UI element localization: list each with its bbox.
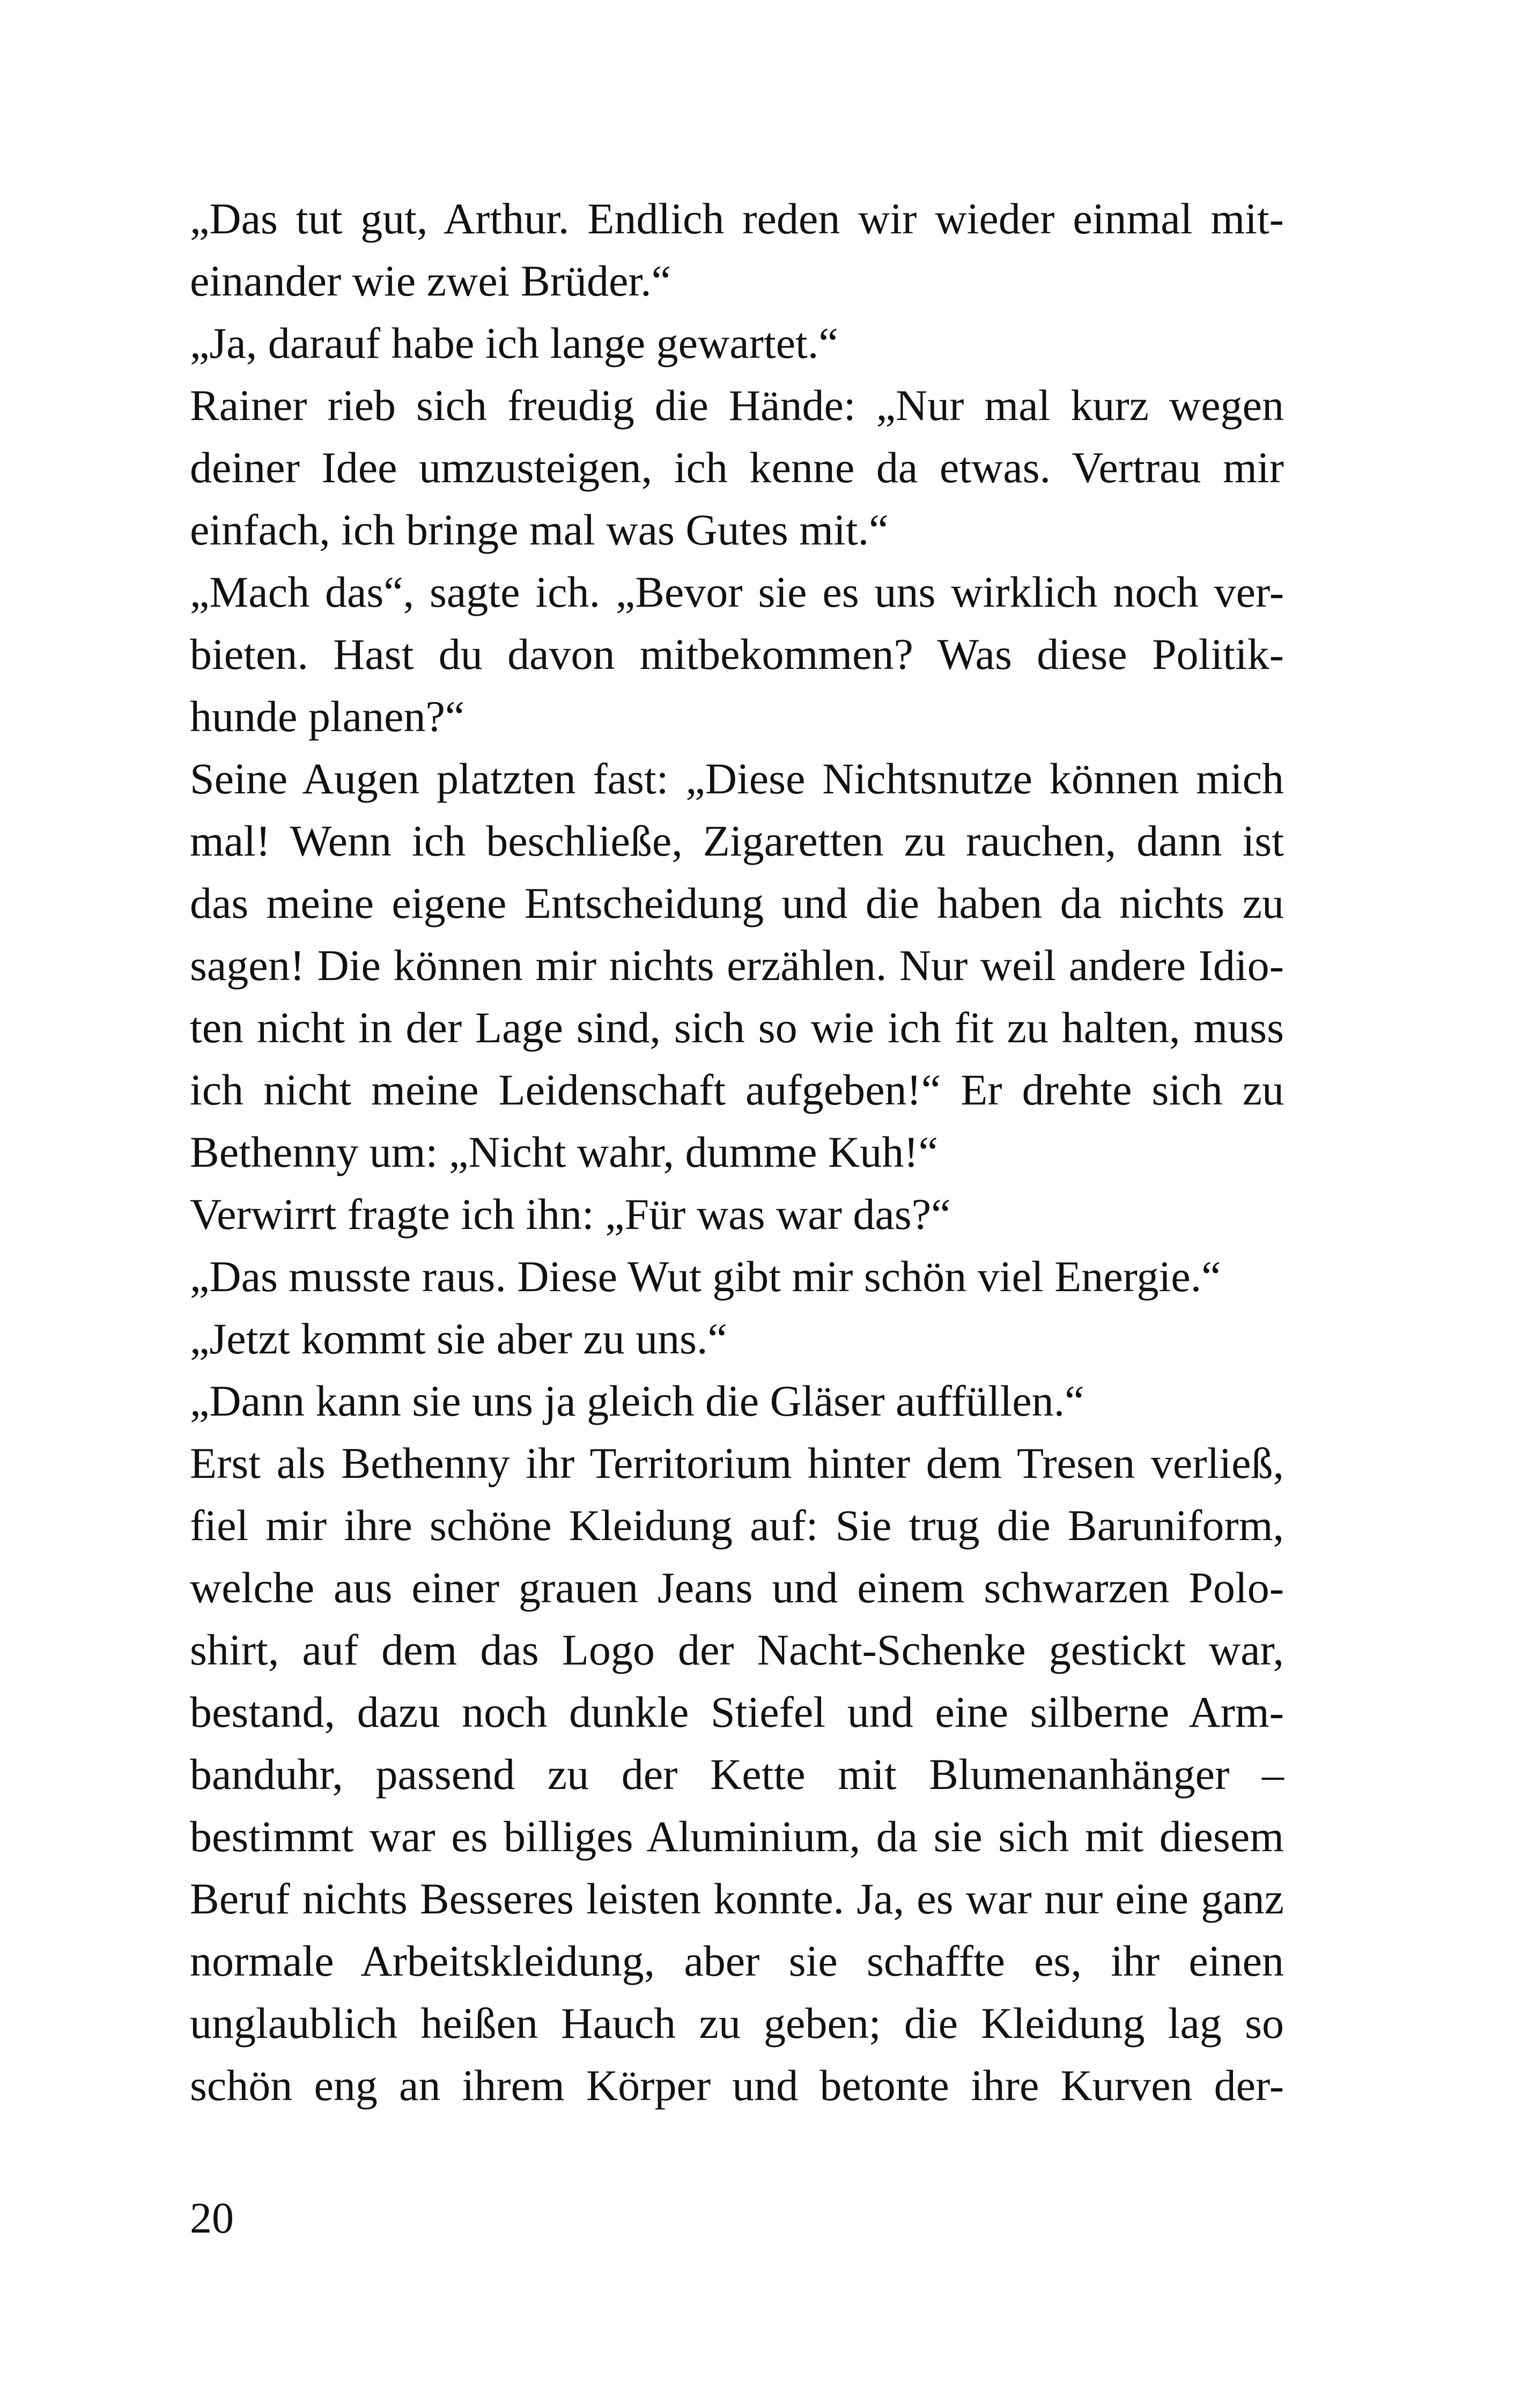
text-line: Verwirrt fragte ich ihn: „Für was war das?“: [190, 1190, 951, 1239]
text-line: banduhr, passend zu der Kette mit Blumenanhänger –: [190, 1750, 1284, 1799]
text-line: Seine Augen platzten fast: „Diese Nichtsnutze können mich: [190, 754, 1284, 803]
body-text: [190, 188, 1284, 2117]
text-line: schön eng an ihrem Körper und betonte ihre Kurven der-: [190, 2061, 1284, 2110]
text-line: einfach, ich bringe mal was Gutes mit.“: [190, 505, 889, 554]
text-line: Beruf nichts Besseres leisten konnte. Ja, es war nur eine ganz: [190, 1874, 1284, 1923]
text-line: normale Arbeitskleidung, aber sie schaffte es, ihr einen: [190, 1936, 1284, 1985]
text-line: Rainer rieb sich freudig die Hände: „Nur mal kurz wegen: [190, 381, 1284, 430]
text-line: bestand, dazu noch dunkle Stiefel und eine silberne Arm-: [190, 1688, 1284, 1736]
text-line: welche aus einer grauen Jeans und einem schwarzen Polo-: [190, 1563, 1284, 1612]
text-line: sagen! Die können mir nichts erzählen. Nur weil andere Idio-: [190, 941, 1284, 990]
text-line: deiner Idee umzusteigen, ich kenne da etwas. Vertrau mir: [190, 443, 1284, 492]
text-line: shirt, auf dem das Logo der Nacht-Schenke gestickt war,: [190, 1625, 1284, 1674]
text-line: mal! Wenn ich beschließe, Zigaretten zu rauchen, dann ist: [190, 816, 1284, 865]
text-line: Bethenny um: „Nicht wahr, dumme Kuh!“: [190, 1128, 938, 1176]
text-line: „Das tut gut, Arthur. Endlich reden wir wieder einmal mit-: [190, 194, 1284, 243]
text-line: „Mach das“, sagte ich. „Bevor sie es uns wirklich noch ver-: [190, 568, 1284, 616]
text-line: das meine eigene Entscheidung und die haben da nichts zu: [190, 879, 1284, 927]
text-line: hunde planen?“: [190, 692, 465, 741]
text-line: „Jetzt kommt sie aber zu uns.“: [190, 1314, 727, 1363]
text-line: „Ja, darauf habe ich lange gewartet.“: [190, 319, 838, 367]
text-line: ich nicht meine Leidenschaft aufgeben!“ Er drehte sich zu: [190, 1065, 1284, 1114]
text-line: Erst als Bethenny ihr Territorium hinter dem Tresen verließ,: [190, 1439, 1284, 1487]
text-line: fiel mir ihre schöne Kleidung auf: Sie trug die Baruniform,: [190, 1501, 1284, 1550]
text-line: „Das musste raus. Diese Wut gibt mir schön viel Energie.“: [190, 1252, 1221, 1301]
text-line: „Dann kann sie uns ja gleich die Gläser auffüllen.“: [190, 1376, 1084, 1425]
page-number: 20: [190, 2193, 234, 2242]
text-line: bieten. Hast du davon mitbekommen? Was diese Politik-: [190, 630, 1284, 679]
text-line: einander wie zwei Brüder.“: [190, 256, 671, 305]
text-line: ten nicht in der Lage sind, sich so wie ich fit zu halten, muss: [190, 1003, 1284, 1052]
text-line: bestimmt war es billiges Aluminium, da sie sich mit diesem: [190, 1812, 1284, 1861]
text-line: unglaublich heißen Hauch zu geben; die Kleidung lag so: [190, 1999, 1284, 2048]
